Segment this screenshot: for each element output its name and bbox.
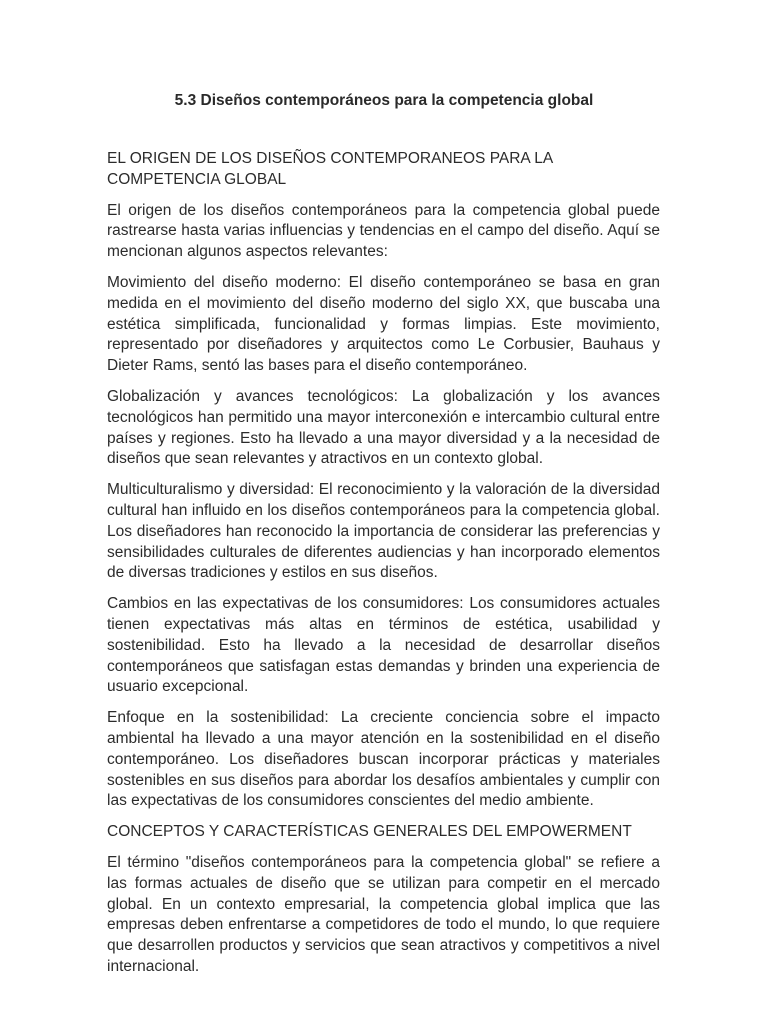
paragraph-diseno-moderno: Movimiento del diseño moderno: El diseño contemporáneo se basa en gran medida en el movimiento del diseño moderno del siglo XX, que buscaba una estética simplificada, funcionalidad y formas limpias. Este movimiento, representado por diseñadores y arquitectos como Le Corbusier, Bauhaus y Dieter Rams, sentó las bases para el diseño contemporáneo. [107, 273, 660, 375]
paragraph-termino: El término "diseños contemporáneos para la competencia global" se refiere a las formas actuales de diseño que se utilizan para competir en el mercado global. En un contexto empresarial, la competencia global implica que las empresas deben enfrentarse a competidores de todo el mundo, lo que requiere que desarrollen productos y servicios que sean atractivos y competitivos a nivel internacional. [107, 853, 660, 975]
section-heading-conceptos: CONCEPTOS Y CARACTERÍSTICAS GENERALES DEL EMPOWERMENT [107, 823, 632, 841]
document-title: 5.3 Diseños contemporáneos para la competencia global [174, 92, 594, 109]
paragraph-sostenibilidad: Enfoque en la sostenibilidad: La creciente conciencia sobre el impacto ambiental ha llevado a una mayor atención en la sostenibilidad en el diseño contemporáneo. Los diseñadores buscan incorporar prácticas y materiales sostenibles en sus diseños para abordar los desafíos ambientales y cumplir con las expectativas de los consumidores conscientes del medio ambiente. [107, 709, 660, 810]
document-body [107, 149, 660, 988]
paragraph-multiculturalismo: Multiculturalismo y diversidad: El reconocimiento y la valoración de la diversidad cultural han influido en los diseños contemporáneos para la competencia global. Los diseñadores han reconocido la importancia de considerar las preferencias y sensibilidades culturales de diferentes audiencias y han incorporado elementos de diversas tradiciones y estilos en sus diseños. [107, 481, 660, 582]
section-heading-origen: EL ORIGEN DE LOS DISEÑOS CONTEMPORANEOS PARA LA COMPETENCIA GLOBAL [107, 150, 553, 188]
paragraph-globalizacion: Globalización y avances tecnológicos: La globalización y los avances tecnológicos han permitido una mayor interconexión e intercambio cultural entre países y regiones. Esto ha llevado a una mayor diversidad y a la necesidad de diseños que sean relevantes y atractivos en un contexto global. [107, 387, 660, 468]
paragraph-intro: El origen de los diseños contemporáneos para la competencia global puede rastrearse hasta varias influencias y tendencias en el campo del diseño. Aquí se mencionan algunos aspectos relevantes: [107, 201, 660, 261]
paragraph-expectativas: Cambios en las expectativas de los consumidores: Los consumidores actuales tienen expectativas más altas en términos de estética, usabilidad y sostenibilidad. Esto ha llevado a la necesidad de desarrollar diseños contemporáneos que satisfagan estas demandas y brinden una experiencia de usuario excepcional. [107, 595, 660, 696]
